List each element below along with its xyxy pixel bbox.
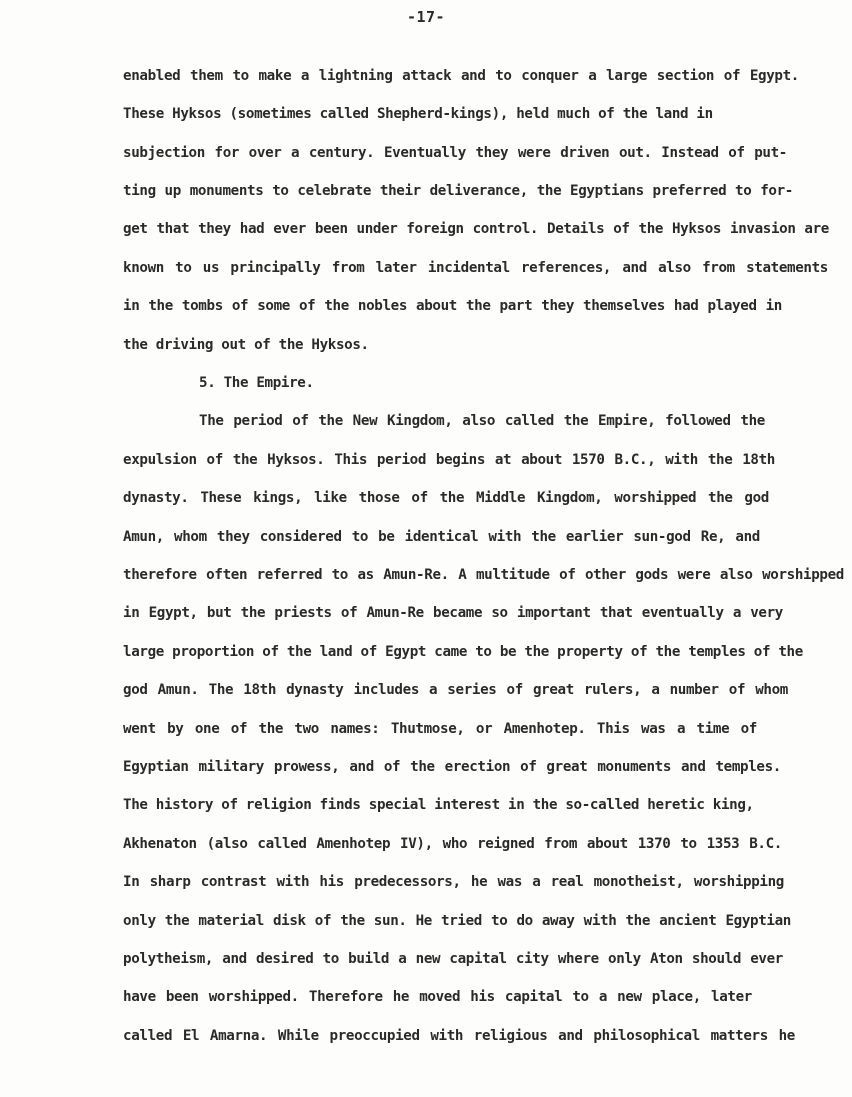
text-line: ting up monuments to celebrate their deliverance, the Egyptians preferred to for-: [123, 183, 793, 199]
text-line: The history of religion finds special interest in the so-called heretic king,: [123, 797, 754, 813]
text-line: in the tombs of some of the nobles about the part they themselves had played in: [123, 298, 782, 314]
section-heading: 5. The Empire.: [199, 375, 314, 391]
text-line: enabled them to make a lightning attack and to conquer a large section of Egypt.: [123, 68, 799, 84]
text-line: dynasty. These kings, like those of the Middle Kingdom, worshipped the god: [123, 490, 769, 506]
text-line: the driving out of the Hyksos.: [123, 337, 369, 353]
page-number: -17-: [406, 8, 446, 26]
text-line: In sharp contrast with his predecessors, he was a real monotheist, worshipping: [123, 874, 784, 890]
text-line: have been worshipped. Therefore he moved his capital to a new place, later: [123, 989, 752, 1005]
text-line: therefore often referred to as Amun-Re. A multitude of other gods were also worshipped: [123, 567, 844, 583]
text-line: known to us principally from later incidental references, and also from statements: [123, 260, 828, 276]
text-line: subjection for over a century. Eventually they were driven out. Instead of put-: [123, 145, 787, 161]
text-line: The period of the New Kingdom, also called the Empire, followed the: [199, 413, 765, 429]
text-line: Egyptian military prowess, and of the erection of great monuments and temples.: [123, 759, 781, 775]
text-line: These Hyksos (sometimes called Shepherd-kings), held much of the land in: [123, 106, 713, 122]
text-line: polytheism, and desired to build a new capital city where only Aton should ever: [123, 951, 783, 967]
text-line: Amun, whom they considered to be identical with the earlier sun-god Re, and: [123, 529, 760, 545]
text-line: went by one of the two names: Thutmose, or Amenhotep. This was a time of: [123, 721, 757, 737]
text-line: called El Amarna. While preoccupied with religious and philosophical matters he: [123, 1028, 795, 1044]
text-line: god Amun. The 18th dynasty includes a series of great rulers, a number of whom: [123, 682, 788, 698]
text-line: expulsion of the Hyksos. This period begins at about 1570 B.C., with the 18th: [123, 452, 775, 468]
text-line: Akhenaton (also called Amenhotep IV), who reigned from about 1370 to 1353 B.C.: [123, 836, 782, 852]
text-line: get that they had ever been under foreign control. Details of the Hyksos invasion are: [123, 221, 829, 237]
text-line: large proportion of the land of Egypt came to be the property of the temples of the: [123, 644, 803, 660]
text-line: in Egypt, but the priests of Amun-Re became so important that eventually a very: [123, 605, 783, 621]
text-line: only the material disk of the sun. He tried to do away with the ancient Egyptian: [123, 913, 791, 929]
